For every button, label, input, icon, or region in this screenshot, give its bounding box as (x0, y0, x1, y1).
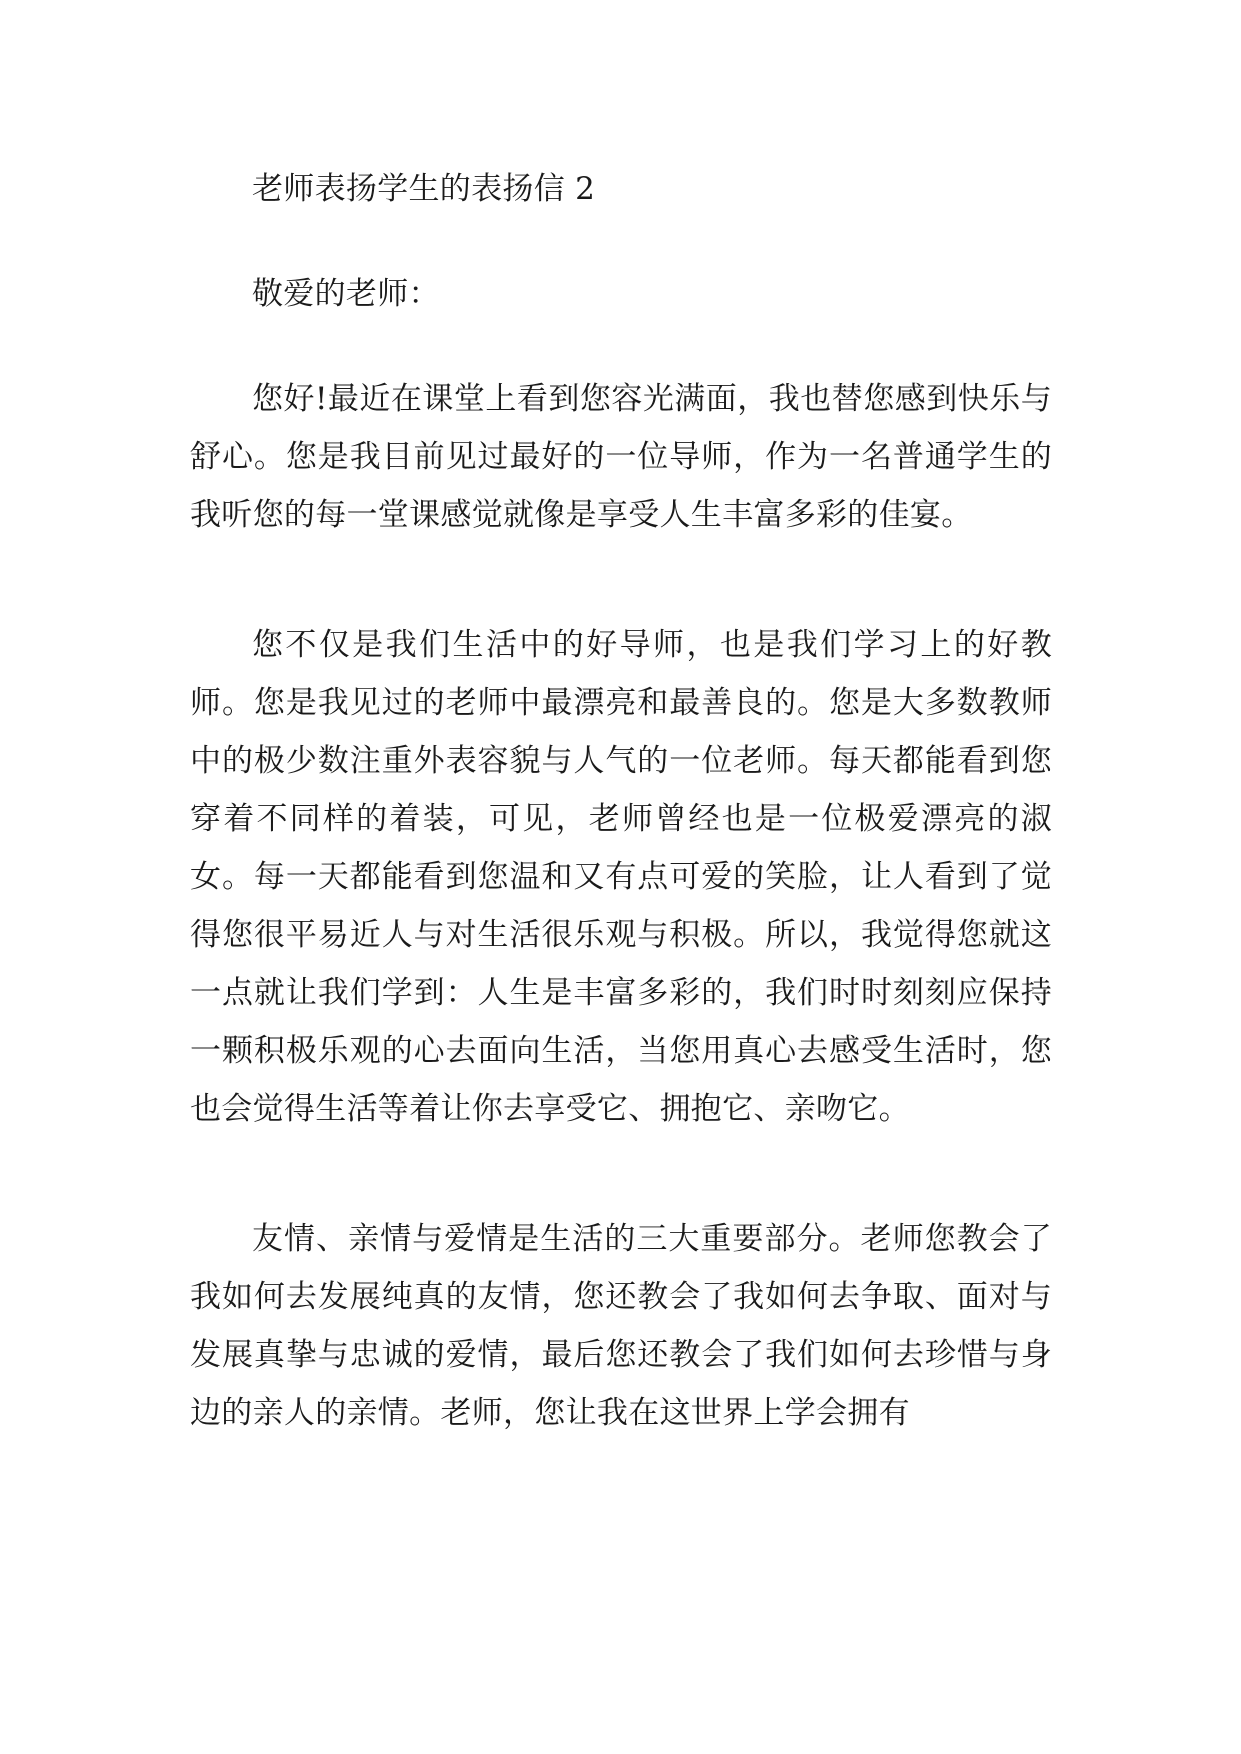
paragraph-2: 您不仅是我们生活中的好导师，也是我们学习上的好教师。您是我见过的老师中最漂亮和最善良的。您是大多数教师中的极少数注重外表容貌与人气的一位老师。每天都能看到您穿着不同样的着装，可见，老师曾经也是一位极爱漂亮的淑女。每一天都能看到您温和又有点可爱的笑脸，让人看到了觉得您很平易近人与对生活很乐观与积极。所以，我觉得您就这一点就让我们学到：人生是丰富多彩的，我们时时刻刻应保持一颗积极乐观的心去面向生活，当您用真心去感受生活时，您也会觉得生活等着让你去享受它、拥抱它、亲吻它。 (190, 627, 1052, 1127)
document-title: 老师表扬学生的表扬信 2 (252, 171, 596, 207)
paragraph-1: 您好!最近在课堂上看到您容光满面，我也替您感到快乐与舒心。您是我目前见过最好的一位导师，作为一名普通学生的我听您的每一堂课感觉就像是享受人生丰富多彩的佳宴。 (190, 381, 1052, 533)
salutation: 敬爱的老师： (252, 276, 440, 312)
paragraph-3: 友情、亲情与爱情是生活的三大重要部分。老师您教会了我如何去发展纯真的友情，您还教会了我如何去争取、面对与发展真挚与忠诚的爱情，最后您还教会了我们如何去珍惜与身边的亲人的亲情。老师，您让我在这世界上学会拥有 (190, 1221, 1052, 1431)
document-body (190, 160, 1052, 1442)
